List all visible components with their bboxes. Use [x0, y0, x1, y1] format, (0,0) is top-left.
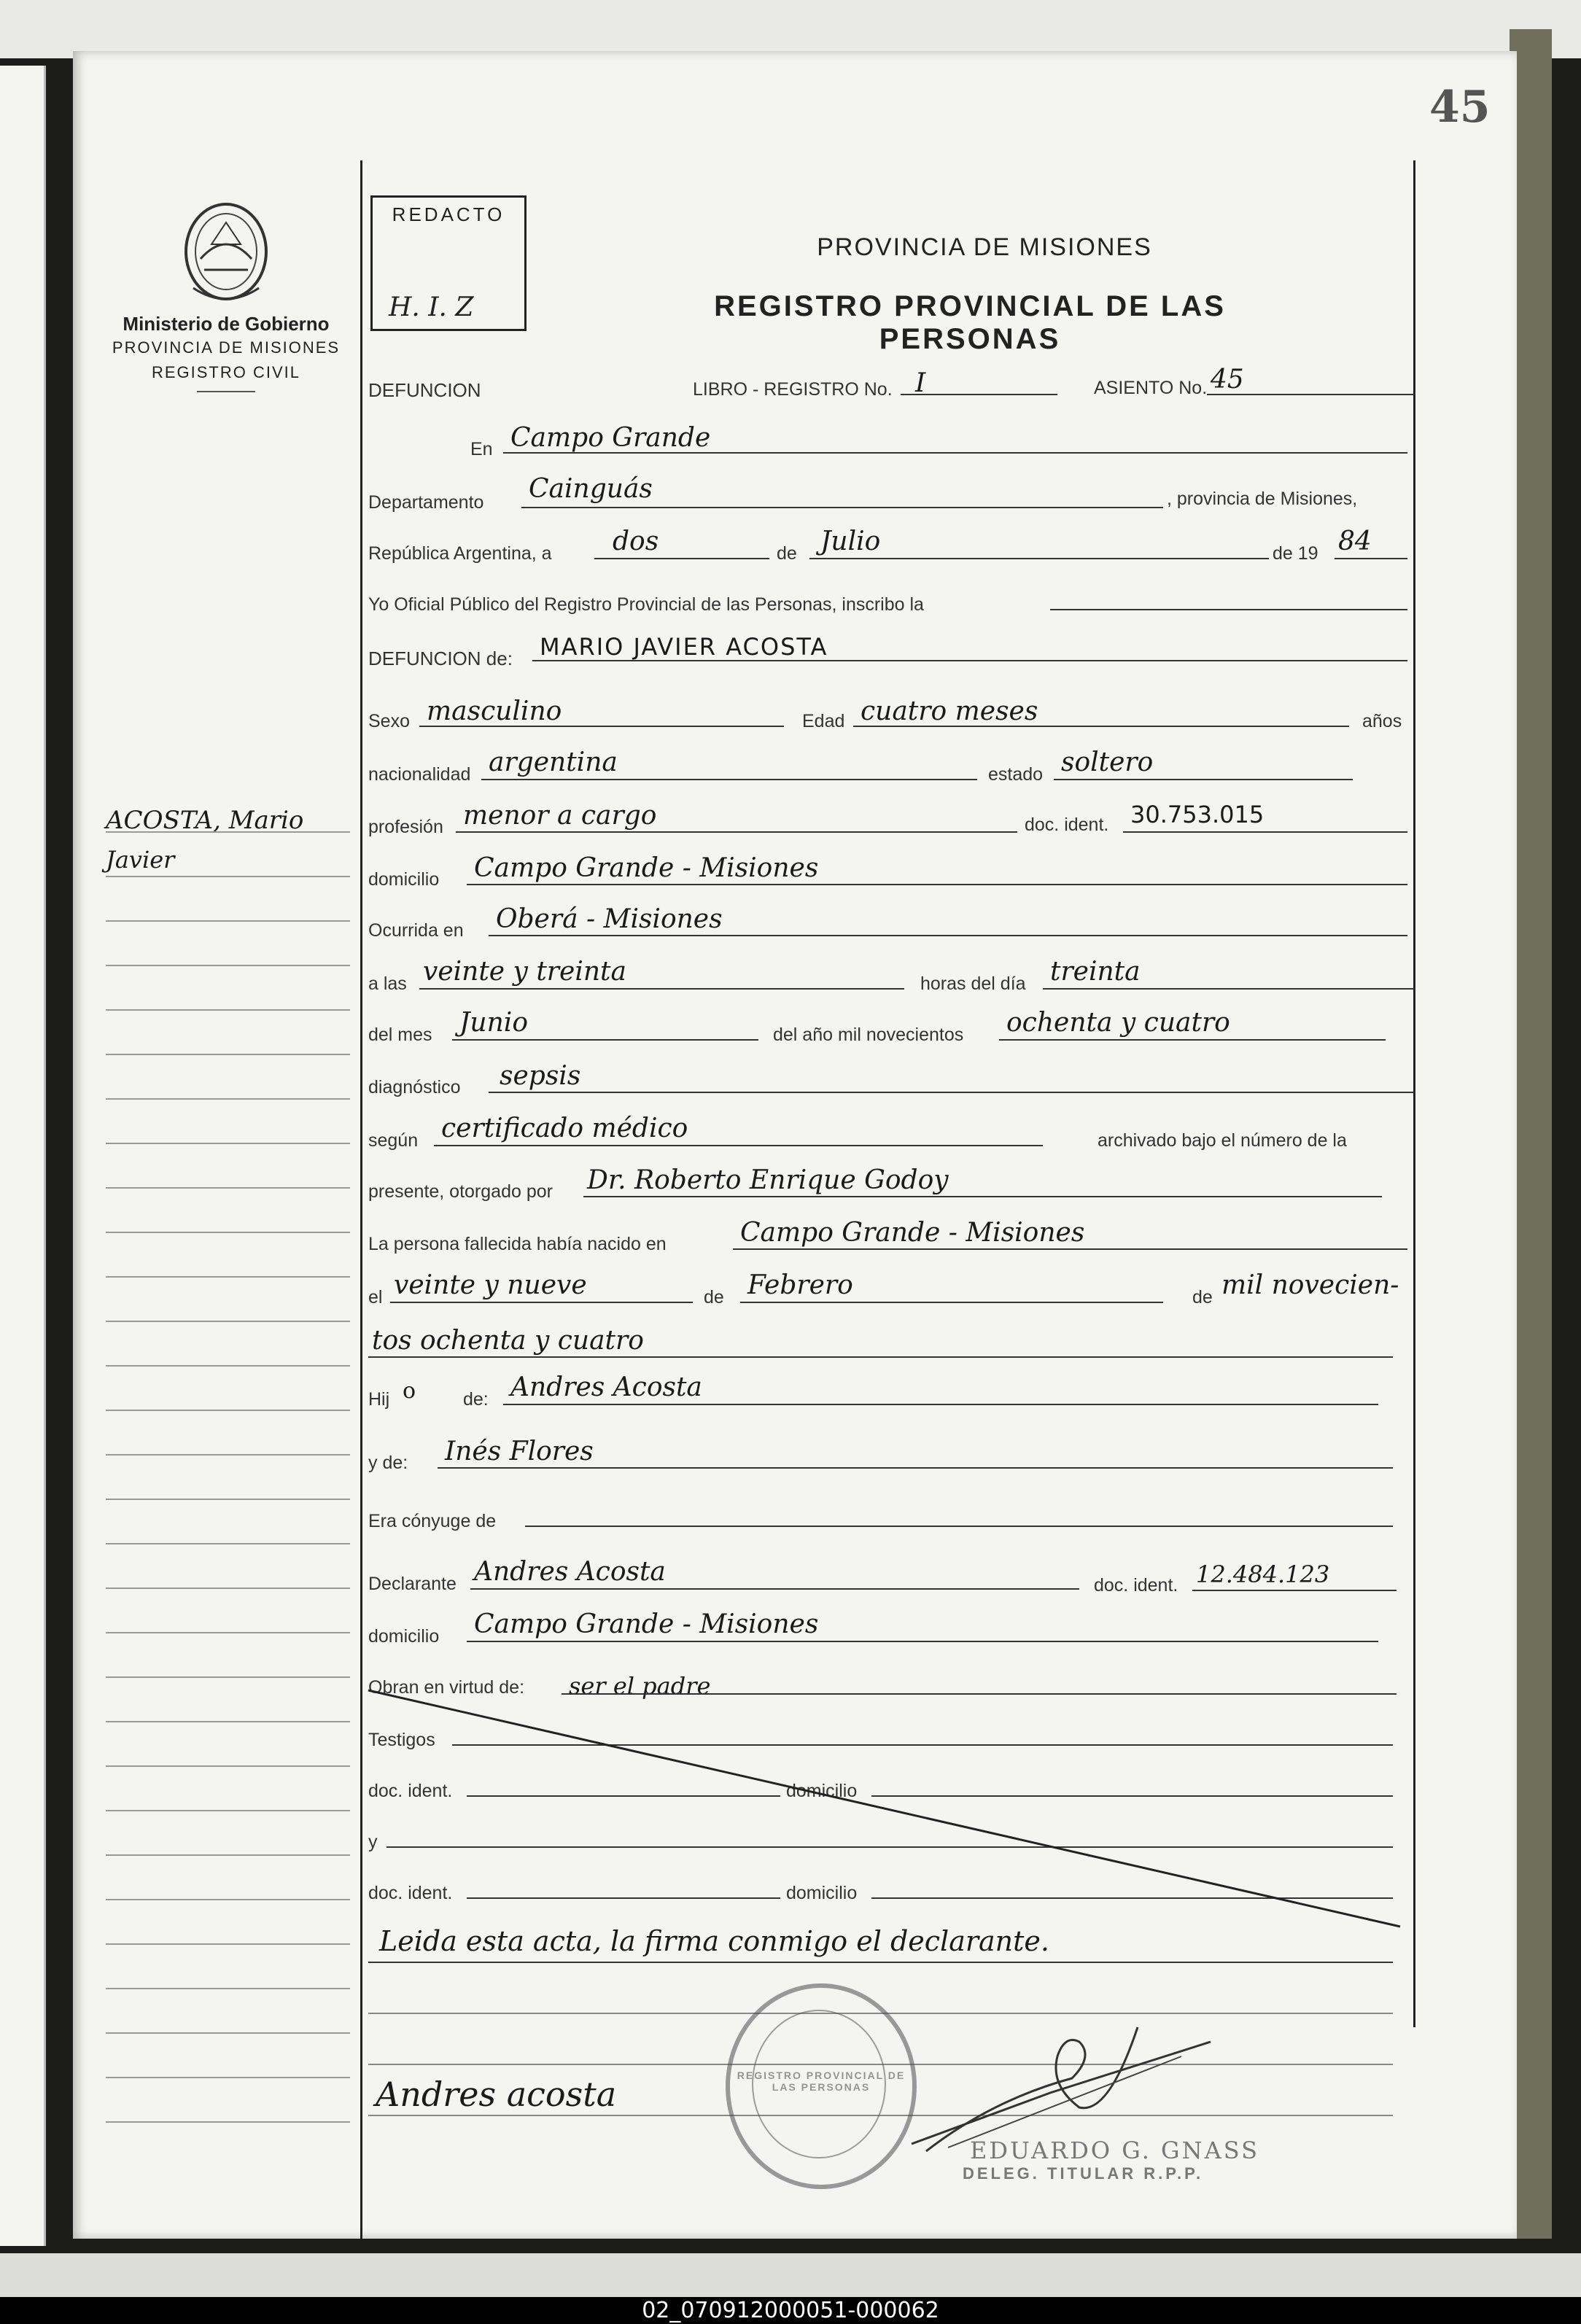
de-label: de — [777, 543, 797, 564]
ministry-name: Ministerio de Gobierno — [123, 313, 330, 335]
segun-label: según — [368, 1130, 419, 1151]
domicilio-label: domicilio — [368, 869, 440, 890]
a-las-value: veinte y treinta — [423, 957, 626, 987]
domicilio2-label: domicilio — [368, 1626, 440, 1647]
doc-ident-value: 30.753.015 — [1130, 801, 1265, 828]
diagnostico-value: sepsis — [500, 1061, 581, 1091]
en-label: En — [470, 439, 493, 459]
year-prefix-label: de 19 — [1273, 543, 1318, 564]
departamento-value: Cainguás — [529, 474, 653, 504]
domicilio4-label: domicilio — [786, 1883, 858, 1903]
madre-value: Inés Flores — [445, 1437, 594, 1466]
obran-label: Obran en virtud de: — [368, 1677, 525, 1698]
edad-label: Edad — [802, 711, 845, 731]
nacido-en-value: Campo Grande - Misiones — [740, 1218, 1085, 1248]
del-ano-label: del año mil novecientos — [773, 1025, 964, 1045]
domicilio-value: Campo Grande - Misiones — [474, 853, 819, 883]
redacto-label: REDACTO — [392, 203, 505, 225]
mes-value: Julio — [820, 526, 881, 556]
estado-value: soltero — [1061, 747, 1154, 777]
doc-ident4-label: doc. ident. — [368, 1883, 453, 1903]
republica-label: República Argentina, a — [368, 543, 552, 564]
stamp-text: REGISTRO PROVINCIAL DE LAS PERSONAS — [737, 2070, 906, 2093]
otorgado-value: Dr. Roberto Enrique Godoy — [587, 1165, 949, 1195]
el-label: el — [368, 1287, 383, 1307]
departamento-label: Departamento — [368, 492, 484, 513]
y-label: y — [368, 1832, 378, 1852]
testigos-label: Testigos — [368, 1730, 435, 1750]
page-number: 45 — [1429, 82, 1491, 133]
en-value: Campo Grande — [510, 423, 711, 453]
de-year-value-a: mil novecien- — [1221, 1270, 1399, 1300]
redacto-value: H. I. Z — [389, 292, 474, 322]
sexo-label: Sexo — [368, 711, 410, 731]
dia-value: dos — [613, 526, 659, 556]
yo-oficial-label: Yo Oficial Público del Registro Provincial de las Personas, inscribo la — [368, 594, 924, 615]
closing-statement: Leida esta acta, la firma conmigo el declarante. — [379, 1925, 1049, 1957]
estado-label: estado — [988, 764, 1044, 785]
ocurrida-value: Oberá - Misiones — [496, 904, 723, 934]
y-de-label: y de: — [368, 1453, 408, 1473]
el-value: veinte y nueve — [394, 1270, 587, 1300]
official-name: EDUARDO G. GNASS — [970, 2137, 1259, 2164]
de-mes-label: de — [704, 1287, 724, 1307]
anos-label: años — [1362, 711, 1402, 731]
declarante-value: Andres Acosta — [474, 1557, 666, 1587]
doc-ident2-label: doc. ident. — [1094, 1575, 1178, 1596]
deceased-name: MARIO JAVIER ACOSTA — [540, 633, 828, 661]
nacionalidad-label: nacionalidad — [368, 764, 471, 785]
official-title: DELEG. TITULAR R.P.P. — [963, 2164, 1204, 2183]
de-year-label: de — [1192, 1287, 1213, 1307]
asiento-value: 45 — [1211, 365, 1244, 395]
del-mes-value: Junio — [459, 1008, 528, 1038]
obran-value: ser el padre — [569, 1672, 711, 1700]
hijo-label: Hij — [368, 1389, 390, 1410]
margin-note-name: ACOSTA, Mario — [106, 806, 304, 835]
sexo-value: masculino — [427, 696, 562, 726]
archivado-label: archivado bajo el número de la — [1098, 1130, 1347, 1151]
libro-value: I — [915, 368, 926, 398]
presente-label: presente, otorgado por — [368, 1181, 553, 1202]
libro-label: LIBRO - REGISTRO No. — [693, 379, 893, 400]
ocurrida-label: Ocurrida en — [368, 920, 464, 941]
header-registry: REGISTRO PROVINCIAL DE LAS PERSONAS — [714, 290, 1226, 355]
horas-dia-value: treinta — [1050, 957, 1141, 987]
scan-caption: 02_070912000051-000062 — [0, 2297, 1581, 2324]
ministry-registry: REGISTRO CIVIL — [151, 363, 301, 381]
doc-ident3-label: doc. ident. — [368, 1781, 453, 1801]
nacido-en-label: La persona fallecida había nacido en — [368, 1234, 667, 1254]
nacionalidad-value: argentina — [489, 747, 618, 777]
doc-ident-label: doc. ident. — [1025, 815, 1109, 835]
declarant-signature: Andres acosta — [376, 2075, 617, 2114]
horas-dia-label: horas del día — [920, 973, 1026, 994]
year-value: 84 — [1338, 526, 1372, 556]
conyuge-label: Era cónyuge de — [368, 1511, 497, 1531]
profesion-label: profesión — [368, 817, 443, 837]
de-mes-value: Febrero — [747, 1270, 853, 1300]
asiento-label: ASIENTO No. — [1094, 378, 1208, 398]
defuncion-label: DEFUNCION — [368, 379, 481, 401]
del-ano-value: ochenta y cuatro — [1006, 1008, 1230, 1038]
segun-value: certificado médico — [441, 1114, 688, 1143]
del-mes-label: del mes — [368, 1025, 432, 1045]
provincia-label: , provincia de Misiones, — [1167, 489, 1358, 509]
de-year-value-b: tos ochenta y cuatro — [372, 1326, 644, 1356]
diagnostico-label: diagnóstico — [368, 1077, 461, 1097]
header-province: PROVINCIA DE MISIONES — [817, 233, 1152, 261]
official-seal-stamp — [726, 1983, 917, 2189]
defuncion-de-label: DEFUNCION de: — [368, 648, 513, 669]
hijo-suffix: o — [403, 1378, 416, 1404]
edad-value: cuatro meses — [861, 696, 1038, 726]
declarante-dom-value: Campo Grande - Misiones — [474, 1609, 819, 1639]
a-las-label: a las — [368, 973, 407, 994]
domicilio3-label: domicilio — [786, 1781, 858, 1801]
declarante-label: Declarante — [368, 1574, 457, 1594]
margin-note-name-2: Javier — [106, 846, 175, 874]
ministry-province: PROVINCIA DE MISIONES — [112, 338, 341, 357]
padre-value: Andres Acosta — [510, 1372, 702, 1402]
profesion-value: menor a cargo — [463, 801, 657, 831]
declarante-doc-value: 12.484.123 — [1196, 1561, 1330, 1588]
hijo-de-label: de: — [463, 1389, 489, 1410]
